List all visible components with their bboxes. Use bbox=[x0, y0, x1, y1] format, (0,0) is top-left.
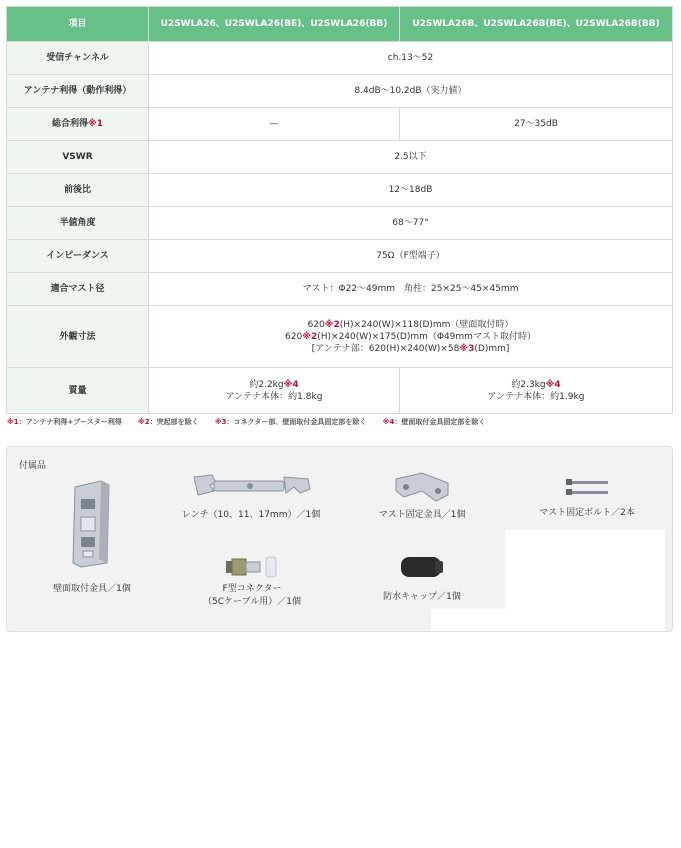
table-header-row bbox=[7, 7, 673, 42]
accessory-bolts bbox=[527, 473, 647, 520]
footnote bbox=[383, 418, 486, 426]
accessory-label: 壁面取付金具／1個 bbox=[53, 584, 131, 594]
text-part: (H)×240(W)×118(D)mm（壁面取付時） bbox=[339, 319, 514, 330]
table-row bbox=[7, 75, 673, 108]
wall-bracket-icon bbox=[67, 479, 117, 569]
accessory-label: レンチ（10、11、17mm）／1個 bbox=[181, 510, 321, 520]
spec-table bbox=[6, 6, 673, 414]
text-part: 620 bbox=[307, 319, 325, 330]
note-text: ：突起部を除く bbox=[149, 418, 199, 426]
table-row bbox=[7, 108, 673, 141]
f-connector-icon bbox=[222, 553, 282, 581]
row-value: 8.4dB～10.2dB（実力値） bbox=[149, 75, 673, 108]
note-mark: ※2 bbox=[302, 331, 318, 342]
row-value-1 bbox=[149, 368, 400, 414]
row-value-2: 27～35dB bbox=[400, 108, 673, 141]
accessory-label: 防水キャップ／1個 bbox=[383, 592, 461, 602]
note-mark: ※4 bbox=[283, 379, 299, 390]
accessory-label: マスト固定金具／1個 bbox=[378, 510, 466, 520]
dimension-line-2 bbox=[153, 331, 668, 343]
waterproof-cap-icon bbox=[397, 553, 447, 581]
dimension-line-3 bbox=[153, 343, 668, 355]
row-label: 半値角度 bbox=[7, 207, 149, 240]
text-part: (H)×240(W)×175(D)mm（Φ49mmマスト取付時） bbox=[317, 331, 536, 342]
text-part: 620 bbox=[285, 331, 303, 342]
row-label: 質量 bbox=[7, 368, 149, 414]
table-row bbox=[7, 306, 673, 368]
note-mark: ※1 bbox=[7, 418, 19, 426]
bolt-icon bbox=[562, 473, 612, 503]
note-mark: ※4 bbox=[382, 418, 395, 426]
table-row bbox=[7, 273, 673, 306]
footnote bbox=[138, 418, 199, 426]
accessory-f-connector bbox=[187, 553, 317, 609]
row-label: VSWR bbox=[7, 141, 149, 174]
accessory-label-2: （5Cケーブル用）／1個 bbox=[203, 597, 301, 607]
table-row bbox=[7, 207, 673, 240]
note-text: ：コネクター部、壁面取付金具固定部を除く bbox=[226, 418, 367, 426]
accessory-wall-bracket bbox=[37, 479, 147, 596]
table-row bbox=[7, 42, 673, 75]
note-mark: ※3 bbox=[459, 343, 475, 354]
row-value bbox=[149, 306, 673, 368]
row-value: 12～18dB bbox=[149, 174, 673, 207]
blank-area bbox=[505, 530, 665, 631]
wrench-icon bbox=[190, 471, 312, 505]
header-model-1: U2SWLA26、U2SWLA26(BE)、U2SWLA26(BB) bbox=[149, 7, 400, 42]
table-row bbox=[7, 174, 673, 207]
blank-area bbox=[431, 609, 507, 631]
row-value: 2.5以下 bbox=[149, 141, 673, 174]
accessory-label-1: F型コネクター bbox=[222, 584, 282, 594]
text-part: [アンテナ部：620(H)×240(W)×58 bbox=[311, 343, 460, 354]
row-label: 前後比 bbox=[7, 174, 149, 207]
row-label: 適合マスト径 bbox=[7, 273, 149, 306]
accessory-wrench bbox=[177, 471, 325, 522]
mass-body-line: アンテナ本体：約1.8kg bbox=[225, 391, 323, 402]
text-part: 約2.3kg bbox=[511, 379, 546, 390]
mass-body-line: アンテナ本体：約1.9kg bbox=[487, 391, 585, 402]
text-part: 約2.2kg bbox=[249, 379, 284, 390]
row-value-2 bbox=[400, 368, 673, 414]
note-mark: ※2 bbox=[137, 418, 150, 426]
row-label bbox=[7, 108, 149, 141]
label-text: 総合利得 bbox=[51, 119, 88, 129]
note-mark: ※4 bbox=[545, 379, 561, 390]
mast-clamp-icon bbox=[392, 469, 452, 505]
row-value: マスト：Φ22～49mm 角柱：25×25～45×45mm bbox=[149, 273, 673, 306]
footnote bbox=[7, 418, 122, 426]
accessories-title: 付属品 bbox=[19, 461, 47, 471]
accessories-panel bbox=[6, 446, 673, 632]
accessory-mast-clamp bbox=[367, 469, 477, 522]
row-label: インピーダンス bbox=[7, 240, 149, 273]
row-label: 外観寸法 bbox=[7, 306, 149, 368]
header-item: 項目 bbox=[7, 7, 149, 42]
note-text: ：アンテナ利得+ブースター利得 bbox=[18, 418, 122, 426]
mass-line bbox=[404, 379, 668, 391]
accessory-label: マスト固定ボルト／2本 bbox=[539, 508, 635, 518]
table-row bbox=[7, 141, 673, 174]
footnote bbox=[215, 418, 367, 426]
header-model-2: U2SWLA26B、U2SWLA26B(BE)、U2SWLA26B(BB) bbox=[400, 7, 673, 42]
mass-line bbox=[153, 379, 395, 391]
note-text: ：壁面取付金具固定部を除く bbox=[394, 418, 486, 426]
note-mark: ※1 bbox=[88, 119, 104, 129]
row-label: 受信チャンネル bbox=[7, 42, 149, 75]
row-label: アンテナ利得（動作利得） bbox=[7, 75, 149, 108]
table-row bbox=[7, 368, 673, 414]
row-value-1: — bbox=[149, 108, 400, 141]
row-value: ch.13～52 bbox=[149, 42, 673, 75]
text-part: (D)mm] bbox=[474, 343, 510, 354]
accessory-waterproof-cap bbox=[367, 553, 477, 604]
row-value: 75Ω（F型端子） bbox=[149, 240, 673, 273]
footnotes bbox=[7, 417, 499, 427]
dimension-line-1 bbox=[153, 319, 668, 331]
note-mark: ※3 bbox=[214, 418, 227, 426]
table-row bbox=[7, 240, 673, 273]
row-value: 68～77° bbox=[149, 207, 673, 240]
note-mark: ※2 bbox=[324, 319, 340, 330]
